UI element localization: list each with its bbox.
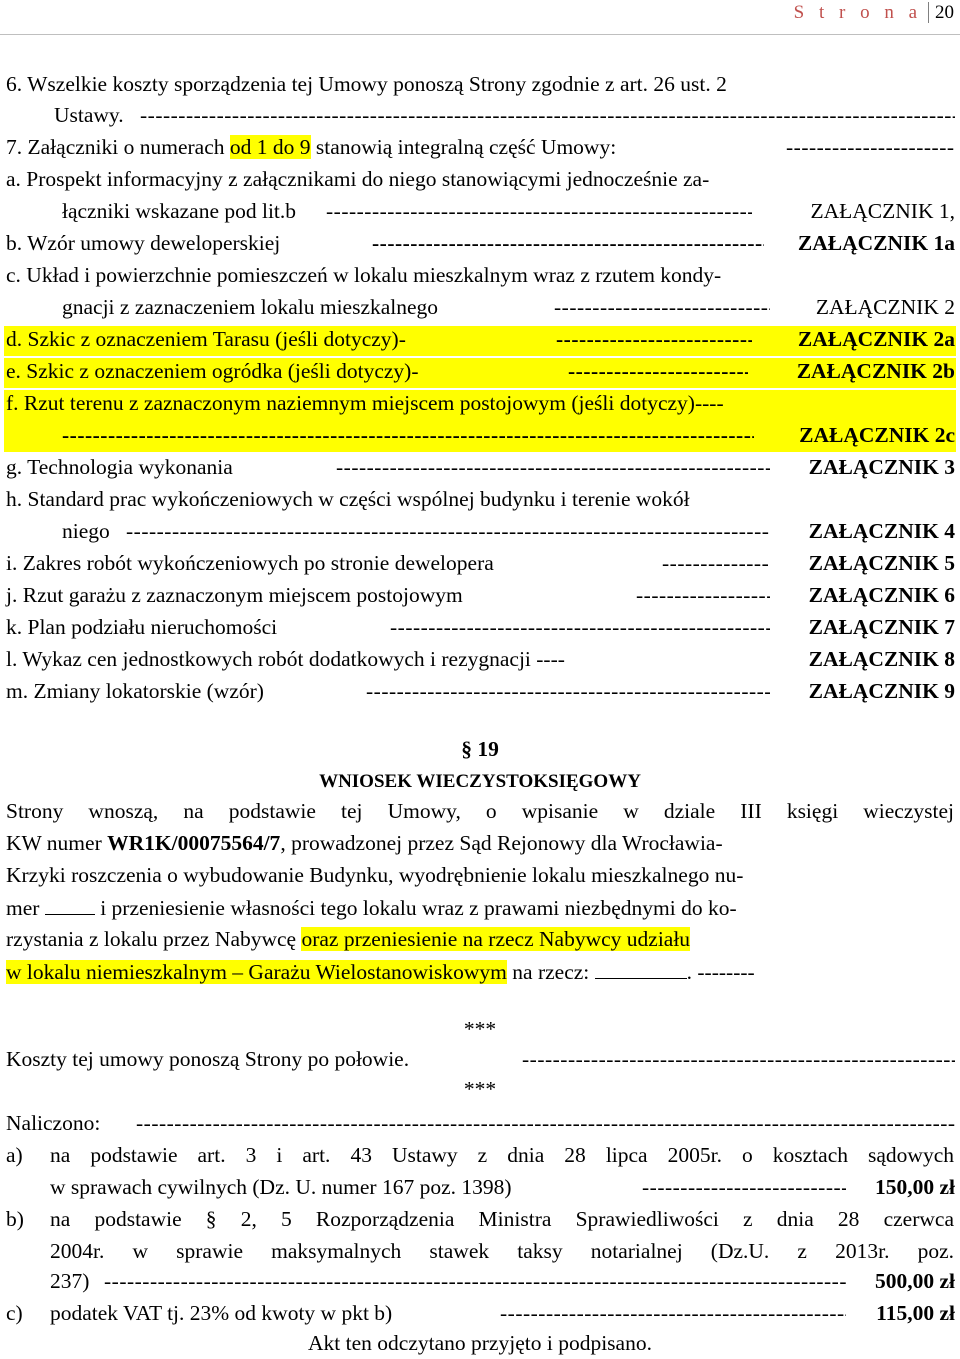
- fee-b-amount: 500,00 zł: [874, 1269, 955, 1293]
- clause-7: [6, 132, 616, 163]
- attachment-h-line-2: niego: [62, 519, 110, 543]
- attachment-a-line-1: a. Prospekt informacyjny z załącznikami do niego stanowiącymi jednocześnie za-: [6, 167, 710, 191]
- wniosek-line-4: [6, 892, 737, 924]
- attachment-g-label: ZAŁĄCZNIK 3: [808, 455, 955, 479]
- dash-leader: [662, 548, 770, 579]
- attachment-c-line-2: gnacji z zaznaczeniem lokalu mieszkalnego: [62, 295, 439, 319]
- wniosek-text: KW numer: [6, 831, 108, 855]
- clause-7-highlight: od 1 do 9: [229, 135, 311, 159]
- wniosek-line-5: [6, 924, 690, 955]
- kw-number: WR1K/00075564/7: [107, 831, 281, 855]
- attachment-g-text: g. Technologia wykonania: [6, 455, 233, 479]
- dash-leader: [568, 356, 748, 387]
- attachment-c-label: ZAŁĄCZNIK 2: [815, 295, 955, 319]
- attachment-l-label: ZAŁĄCZNIK 8: [808, 647, 955, 671]
- wniosek-text: mer: [6, 896, 40, 920]
- dash-leader: [336, 452, 770, 483]
- attachment-c-line-1: c. Układ i powierzchnie pomieszczeń w lokalu mieszkalnym wraz z rzutem kondy-: [6, 263, 722, 287]
- dash-leader: [390, 612, 770, 643]
- attachment-e-text: e. Szkic z oznaczeniem ogródka (jeśli dotyczy)-: [6, 359, 419, 383]
- wniosek-text: na rzecz:: [506, 960, 590, 984]
- fee-a-line-1: na podstawie art. 3 i art. 43 Ustawy z dnia 28 lipca 2005r. o kosztach sądowych: [50, 1143, 954, 1167]
- fee-c-line-1: podatek VAT tj. 23% od kwoty w pkt b): [50, 1301, 393, 1325]
- attachment-f-text: f. Rzut terenu z zaznaczonym naziemnym miejscem postojowym (jeśli dotyczy)----: [6, 391, 724, 415]
- blank-field: [595, 956, 687, 979]
- clause-7-text-end: stanowią integralną część Umowy:: [310, 135, 617, 159]
- wniosek-text: i przeniesienie własności tego lokalu wraz z prawami niezbędnymi do ko-: [100, 896, 737, 920]
- wniosek-line-6: [6, 956, 755, 988]
- attachment-m-label: ZAŁĄCZNIK 9: [808, 679, 955, 703]
- attachment-k-label: ZAŁĄCZNIK 7: [808, 615, 955, 639]
- section-title: WNIOSEK WIECZYSTOKSIĘGOWY: [319, 771, 641, 792]
- wniosek-line-2: [6, 828, 723, 859]
- wniosek-text: , prowadzonej przez Sąd Rejonowy dla Wrocławia-: [280, 831, 723, 855]
- closing-statement: Akt ten odczytano przyjęto i podpisano.: [308, 1331, 652, 1355]
- naliczono-label: Naliczono:: [6, 1111, 101, 1135]
- dash-leader: [62, 420, 754, 451]
- attachment-d-text: d. Szkic z oznaczeniem Tarasu (jeśli dotyczy)-: [6, 327, 406, 351]
- attachment-d-label: ZAŁĄCZNIK 2a: [797, 327, 955, 351]
- attachment-b-text: b. Wzór umowy deweloperskiej: [6, 231, 281, 255]
- wniosek-highlight: oraz przeniesienie na rzecz Nabywcy udziału: [301, 927, 691, 951]
- wniosek-text: rzystania z lokalu przez Nabywcę: [6, 927, 302, 951]
- attachment-h-line-1: h. Standard prac wykończeniowych w części wspólnej budynku i terenie wokół: [6, 487, 690, 511]
- attachment-e-label: ZAŁĄCZNIK 2b: [796, 359, 955, 383]
- page-number: 20: [928, 2, 954, 23]
- dash-leader: [104, 1266, 846, 1297]
- fee-b-line-2: 2004r. w sprawie maksymalnych stawek taksy notarialnej (Dz.U. z 2013r. poz.: [50, 1239, 954, 1263]
- dash-leader: [326, 196, 752, 227]
- attachment-m-text: m. Zmiany lokatorskie (wzór): [6, 679, 264, 703]
- attachment-i-label: ZAŁĄCZNIK 5: [808, 551, 955, 575]
- attachment-j-label: ZAŁĄCZNIK 6: [808, 583, 955, 607]
- dash-leader: [372, 228, 764, 259]
- wniosek-highlight: w lokalu niemieszkalnym – Garażu Wielostanowiskowym: [6, 960, 507, 984]
- wniosek-text: . --------: [686, 960, 755, 984]
- dash-leader: [136, 1108, 955, 1139]
- dash-leader: [556, 324, 752, 355]
- wniosek-line-3: Krzyki roszczenia o wybudowanie Budynku, wyodrębnienie lokalu mieszkalnego nu-: [6, 863, 744, 887]
- koszty-text: Koszty tej umowy ponoszą Strony po połowie.: [6, 1047, 410, 1071]
- separator-stars: ***: [463, 1077, 497, 1101]
- wniosek-line-1: Strony wnoszą, na podstawie tej Umowy, o wpisanie w dziale III księgi wieczystej: [6, 799, 954, 823]
- dash-leader: [642, 1172, 846, 1203]
- attachment-a-label: ZAŁĄCZNIK 1,: [810, 199, 955, 223]
- attachment-a-line-2: łączniki wskazane pod lit.b: [62, 199, 297, 223]
- fee-b-line-1: na podstawie § 2, 5 Rozporządzenia Ministra Sprawiedliwości z dnia 28 czerwca: [50, 1207, 954, 1231]
- separator-stars: ***: [463, 1017, 497, 1041]
- fee-b-marker: b): [6, 1207, 24, 1231]
- dash-leader: [522, 1044, 955, 1075]
- dash-leader: [126, 516, 770, 547]
- fee-c-amount: 115,00 zł: [876, 1301, 955, 1325]
- dash-leader: [554, 292, 770, 323]
- attachment-l-text: l. Wykaz cen jednostkowych robót dodatkowych i rezygnacji ----: [6, 647, 565, 671]
- page-label: S t r o n a: [793, 2, 922, 23]
- section-number: § 19: [461, 737, 499, 761]
- fee-b-line-3: 237): [50, 1269, 90, 1293]
- blank-field: [45, 892, 95, 915]
- attachment-k-text: k. Plan podziału nieruchomości: [6, 615, 278, 639]
- clause-6-line-1: 6. Wszelkie koszty sporządzenia tej Umowy ponoszą Strony zgodnie z art. 26 ust. 2: [6, 72, 727, 96]
- fee-a-line-2: w sprawach cywilnych (Dz. U. numer 167 poz. 1398): [50, 1175, 512, 1199]
- attachment-f-label: ZAŁĄCZNIK 2c: [799, 423, 955, 447]
- dash-leader: [500, 1298, 846, 1329]
- header-rule: [0, 34, 960, 35]
- fee-a-amount: 150,00 zł: [874, 1175, 955, 1199]
- dash-leader: [636, 580, 770, 611]
- attachment-b-label: ZAŁĄCZNIK 1a: [797, 231, 955, 255]
- attachment-h-label: ZAŁĄCZNIK 4: [808, 519, 955, 543]
- dash-leader: [140, 100, 955, 131]
- attachment-i-text: i. Zakres robót wykończeniowych po stronie dewelopera: [6, 551, 494, 575]
- clause-7-text: 7. Załączniki o numerach: [6, 135, 230, 159]
- dash-leader: [786, 132, 955, 163]
- clause-6-line-2: Ustawy.: [54, 103, 124, 127]
- page-header: [794, 2, 954, 24]
- fee-c-marker: c): [6, 1301, 23, 1325]
- fee-a-marker: a): [6, 1143, 23, 1167]
- dash-leader: [366, 676, 770, 707]
- attachment-j-text: j. Rzut garażu z zaznaczonym miejscem postojowym: [6, 583, 463, 607]
